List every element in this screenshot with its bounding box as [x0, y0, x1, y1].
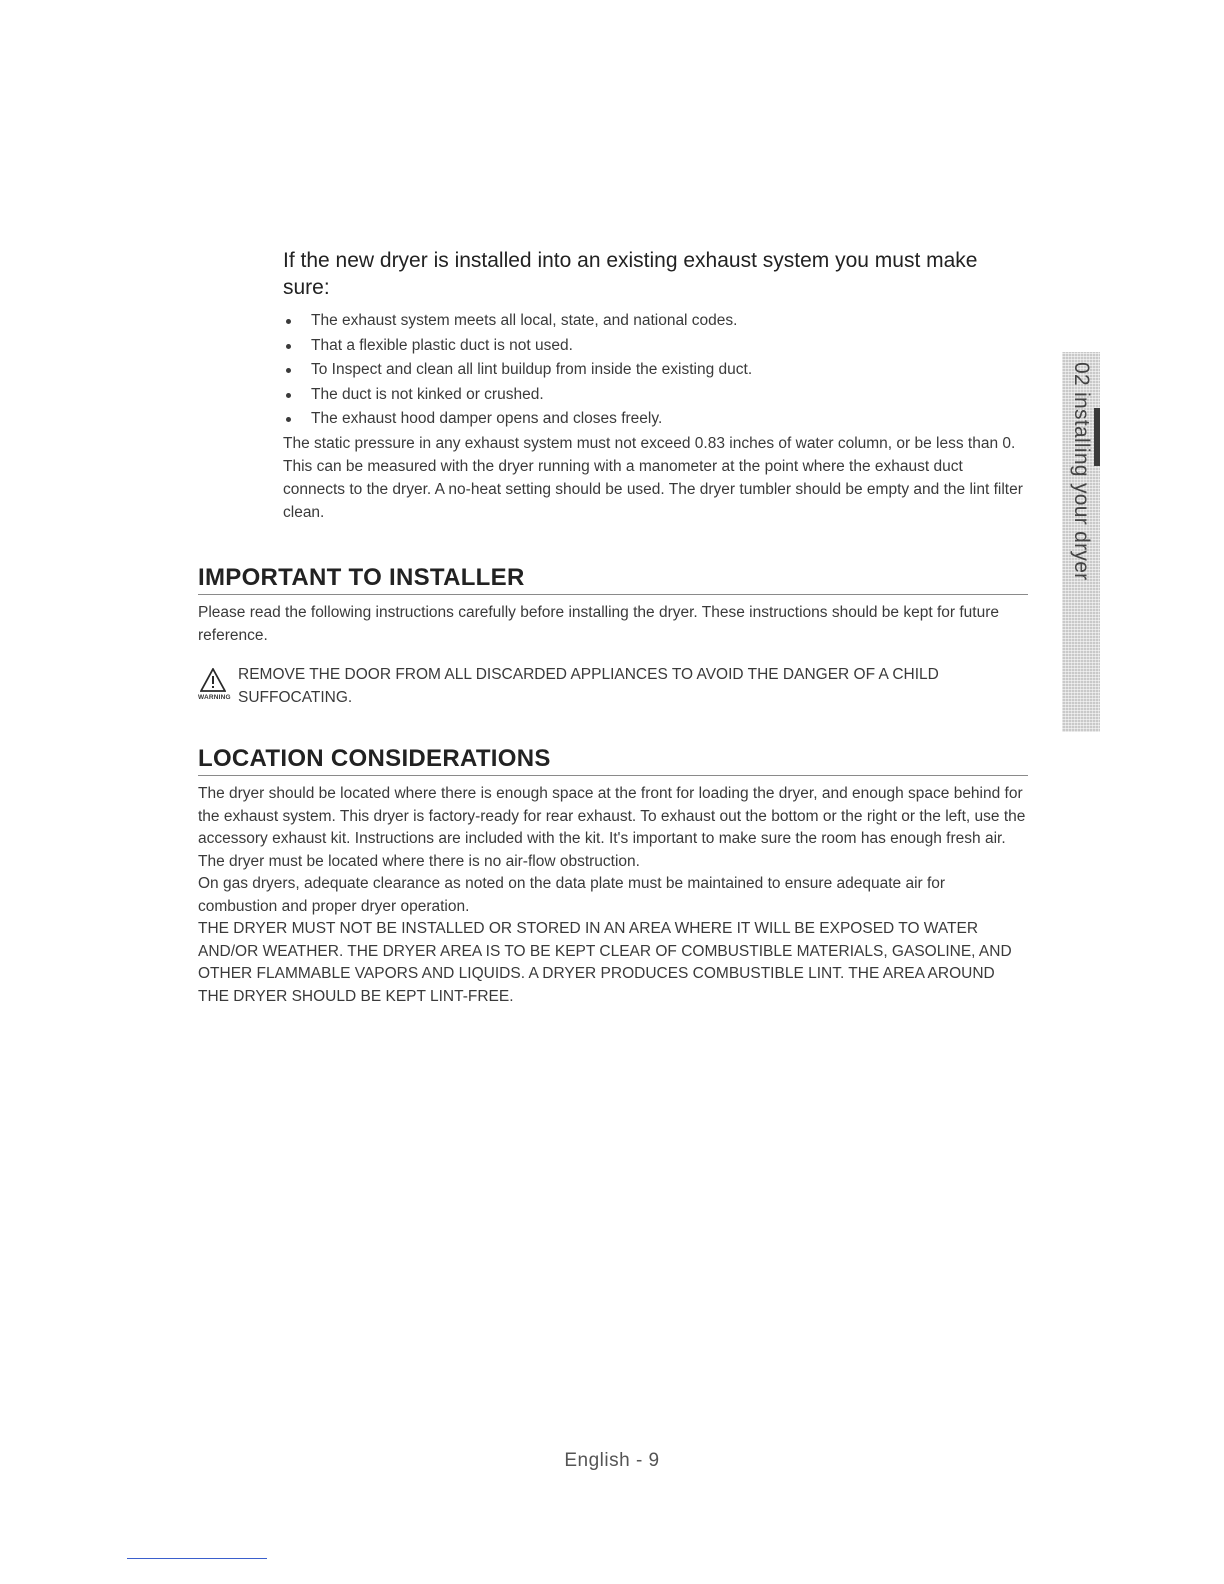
location-paragraph: The dryer should be located where there is enough space at the front for loading the dryer, and enough space behind for the exhaust system. This dryer is factory-ready for rear exhaust. To exhaust out the bottom or the right or the left, use the accessory exhaust kit. Instructions are included with the kit. It's important to make sure the room has enough fresh air. The dryer must be located where there is no air-flow obstruction.	[198, 785, 1026, 870]
important-heading: IMPORTANT TO INSTALLER	[198, 563, 1028, 595]
bullet-icon	[286, 344, 291, 349]
important-body	[198, 602, 1028, 647]
exhaust-system-section	[283, 247, 1028, 524]
static-pressure-paragraph: The static pressure in any exhaust system must not exceed 0.83 inches of water column, or be less than 0.	[283, 434, 1016, 452]
location-heading: LOCATION CONSIDERATIONS	[198, 744, 1028, 776]
caution-paragraph: THE DRYER MUST NOT BE INSTALLED OR STORED IN AN AREA WHERE IT WILL BE EXPOSED TO WATER AND/OR WEATHER. THE DRYER AREA IS TO BE KEPT CLEAR OF COMBUSTIBLE MATERIALS, GASOLINE, AND OTHER FLAMMABLE VAPORS AND LIQUIDS. A DRYER PRODUCES COMBUSTIBLE LINT. THE AREA AROUND THE DRYER SHOULD BE KEPT LINT-FREE.	[198, 920, 1012, 1005]
list-item	[283, 334, 1028, 359]
warning-icon	[200, 668, 226, 692]
list-item	[283, 309, 1028, 334]
bullet-icon	[286, 393, 291, 398]
bullet-icon	[286, 319, 291, 324]
bullet-icon	[286, 417, 291, 422]
manometer-paragraph: This can be measured with the dryer running with a manometer at the point where the exhaust duct connects to the dryer. A no-heat setting should be used. The dryer tumbler should be empty and the lint filter clean.	[283, 457, 1023, 521]
exhaust-heading: If the new dryer is installed into an existing exhaust system you must make sure:	[283, 249, 978, 299]
warning-text: REMOVE THE DOOR FROM ALL DISCARDED APPLIANCES TO AVOID THE DANGER OF A CHILD SUFFOCATING.	[238, 666, 939, 706]
chapter-tab-label: 02 installing your dryer	[1070, 362, 1093, 581]
location-body	[198, 783, 1028, 1008]
list-item	[283, 358, 1028, 383]
exhaust-checklist	[283, 309, 1028, 432]
list-item	[283, 383, 1028, 408]
gas-dryer-paragraph: On gas dryers, adequate clearance as noted on the data plate must be maintained to ensure adequate air for combustion and proper dryer operation.	[198, 875, 946, 915]
warning-label: WARNING	[198, 694, 231, 701]
list-item-text: The duct is not kinked or crushed.	[311, 385, 544, 403]
list-item-text: To Inspect and clean all lint buildup from inside the existing duct.	[311, 361, 753, 378]
bullet-icon	[286, 368, 291, 373]
important-text: Please read the following instructions carefully before installing the dryer. These instructions should be kept for future reference.	[198, 604, 999, 644]
list-item-text: The exhaust hood damper opens and closes freely.	[311, 410, 663, 427]
bottom-rule	[127, 1558, 267, 1559]
list-item	[283, 407, 1028, 432]
list-item-text: The exhaust system meets all local, state, and national codes.	[311, 312, 738, 329]
warning-notice	[198, 664, 1028, 710]
list-item-text: That a flexible plastic duct is not used.	[311, 336, 573, 354]
page-number: English - 9	[564, 1450, 660, 1471]
